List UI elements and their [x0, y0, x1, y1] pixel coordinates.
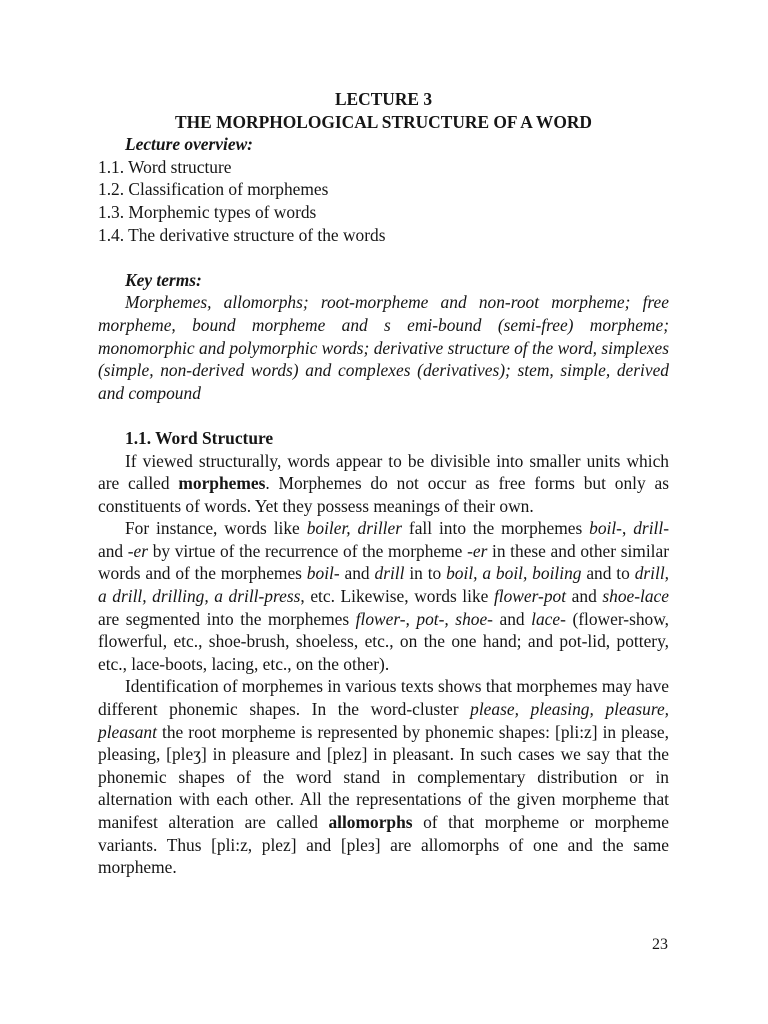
overview-item: 1.1. Word structure: [98, 156, 232, 177]
section-heading: 1.1. Word Structure: [125, 427, 274, 448]
lecture-number: LECTURE 3: [334, 89, 433, 109]
text-run: fall into the morphemes: [402, 518, 590, 539]
italic-term: flower-pot: [493, 586, 567, 607]
page-body: [98, 88, 669, 879]
bold-term: allomorphs: [328, 812, 413, 832]
text-run: ,: [621, 518, 634, 539]
text-run: in to: [404, 563, 447, 584]
italic-term: -er: [467, 540, 488, 561]
italic-term: boil-: [306, 563, 340, 584]
text-run: by virtue of the recurrence of the morpheme: [148, 540, 468, 561]
overview-heading: Lecture overview:: [125, 134, 253, 155]
text-run: . Morphemes do not occur as free forms but only as constituents of words. Yet they possess meanings of their own.: [98, 473, 669, 516]
paragraph: [98, 517, 669, 675]
overview-item: 1.4. The derivative structure of the words: [98, 224, 386, 245]
italic-term: flower-, pot-, shoe-: [355, 608, 493, 629]
key-terms-heading: Key terms:: [125, 269, 202, 290]
italic-term: lace-: [531, 608, 566, 629]
italic-term: boil-: [589, 518, 622, 539]
paragraph: [98, 450, 669, 518]
text-run: , etc. Likewise, words like: [300, 586, 494, 607]
italic-term: drill-: [633, 518, 669, 539]
spacer: [98, 404, 669, 427]
italic-term: please, pleasing, pleasure, pleasant: [98, 699, 670, 742]
italic-term: drill: [374, 563, 405, 584]
text-run: and to: [581, 563, 635, 584]
text-run: of that morpheme or morpheme variants. Thus [pli:z, plez] and [pleз] are allomorphs of one and the same morpheme.: [98, 812, 670, 878]
overview-item: 1.3. Morphemic types of words: [98, 201, 317, 222]
spacer: [98, 246, 669, 269]
italic-term: -er: [127, 540, 149, 561]
bold-term: morphemes: [178, 473, 266, 494]
lecture-title: THE MORPHOLOGICAL STRUCTURE OF A WORD: [175, 111, 592, 132]
text-run: Identification of morphemes in various texts shows that morphemes may have different phonemic shapes. In the word-cluster: [98, 676, 669, 720]
italic-term: shoe-lace: [602, 586, 669, 607]
text-run: are segmented into the morphemes: [98, 608, 356, 629]
page-number: 23: [652, 936, 668, 953]
italic-term: boiler, driller: [306, 518, 402, 539]
key-terms-text: Morphemes, allomorphs; root-morpheme and non-root morpheme; free morpheme, bound morpheme and s emi-bound (semi-free) morpheme; monomorphic and polymorphic words; derivative structure of the word, simplexes (simple, non-derived words) and complexes (derivatives); stem, simple, derived and compound: [98, 292, 669, 403]
italic-term: drill, a drill, drilling, a drill-press: [98, 563, 669, 607]
text-run: For instance, words like: [125, 518, 307, 539]
text-run: and: [566, 586, 603, 607]
paragraph: [98, 675, 669, 878]
text-run: and: [339, 563, 375, 584]
text-run: and: [98, 540, 128, 561]
text-run: the root morpheme is represented by phonemic shapes: [pli:z] in please, pleasing, [pleʒ] in pleasure and [plez] in pleasant. In such cases we say that the phonemic shapes of the word stand in complementary distribution or in alternation with each other. All the representations of the given morpheme that manifest alteration are called: [98, 721, 669, 832]
overview-item: 1.2. Classification of morphemes: [98, 179, 329, 200]
text-run: in these and other similar words and of the morphemes: [98, 540, 669, 584]
text-run: and: [492, 608, 532, 629]
text-run: (flower-show, flowerful, etc., shoe-brush, shoeless, etc., on the one hand; and pot-lid, pottery, etc., lace-boots, lacing, etc., on the other).: [98, 608, 670, 674]
italic-term: boil, a boil, boiling: [446, 563, 582, 584]
text-run: If viewed structurally, words appear to be divisible into smaller units which are called: [98, 450, 669, 494]
